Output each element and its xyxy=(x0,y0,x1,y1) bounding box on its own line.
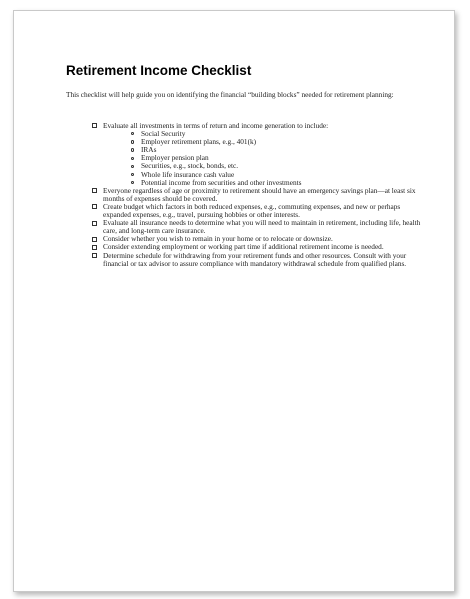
checkbox-icon[interactable] xyxy=(92,253,97,258)
checklist-item xyxy=(92,187,422,203)
sublist-item-text: Securities, e.g., stock, bonds, etc. xyxy=(141,161,239,171)
checkbox-icon[interactable] xyxy=(92,221,97,226)
checklist-item-text: Determine schedule for withdrawing from your retirement funds and other resources. Consult with your financial or tax advisor to assure compliance with mandatory withdrawal schedule from qualified plans. xyxy=(103,250,407,268)
checklist-item-text: Create budget which factors in both reduced expenses, e.g., commuting expenses, and new or perhaps expanded expenses, e.g., travel, pursuing hobbies or other interests. xyxy=(103,201,401,220)
checklist-item-text: Evaluate all insurance needs to determine what you will need to maintain in retirement, including life, health care, and long-term care insurance. xyxy=(103,218,421,236)
circle-bullet-icon xyxy=(131,165,134,168)
document-page xyxy=(13,10,455,592)
intro-paragraph: This checklist will help guide you on identifying the financial “building blocks” needed for retirement planning: xyxy=(66,90,394,99)
checklist-item xyxy=(92,252,422,268)
circle-bullet-icon xyxy=(131,132,134,135)
circle-bullet-icon xyxy=(131,173,134,176)
investment-sublist xyxy=(103,130,422,187)
sublist-item-text: Social Security xyxy=(141,129,186,139)
checkbox-icon[interactable] xyxy=(92,204,97,209)
sublist-item-text: IRAs xyxy=(141,145,157,155)
circle-bullet-icon xyxy=(131,140,134,143)
circle-bullet-icon xyxy=(131,148,134,151)
checklist-item xyxy=(92,203,422,219)
circle-bullet-icon xyxy=(131,157,134,160)
checkbox-icon[interactable] xyxy=(92,188,97,193)
sublist-item xyxy=(131,138,422,146)
document-title: Retirement Income Checklist xyxy=(66,63,252,78)
checkbox-icon[interactable] xyxy=(92,245,97,250)
checklist-item-text: Evaluate all investments in terms of return and income generation to include: xyxy=(103,121,329,130)
checklist-item-text: Consider whether you wish to remain in your home or to relocate or downsize. xyxy=(103,234,333,244)
sublist-item-text: Whole life insurance cash value xyxy=(141,169,235,179)
checkbox-icon[interactable] xyxy=(92,237,97,242)
circle-bullet-icon xyxy=(131,181,134,184)
sublist-item-text: Employer retirement plans, e.g., 401(k) xyxy=(141,137,257,147)
checklist-item-text: Everyone regardless of age or proximity to retirement should have an emergency savings plan—at least six months of expenses should be covered. xyxy=(103,185,416,203)
checkbox-icon[interactable] xyxy=(92,123,97,128)
checklist-item-text: Consider extending employment or working part time if additional retirement income is needed. xyxy=(103,242,384,252)
checklist-item xyxy=(92,219,422,235)
sublist-item-text: Potential income from securities and other investments xyxy=(141,177,302,187)
checklist xyxy=(92,122,422,268)
sublist-item-text: Employer pension plan xyxy=(141,153,209,163)
checklist-item xyxy=(92,122,422,187)
